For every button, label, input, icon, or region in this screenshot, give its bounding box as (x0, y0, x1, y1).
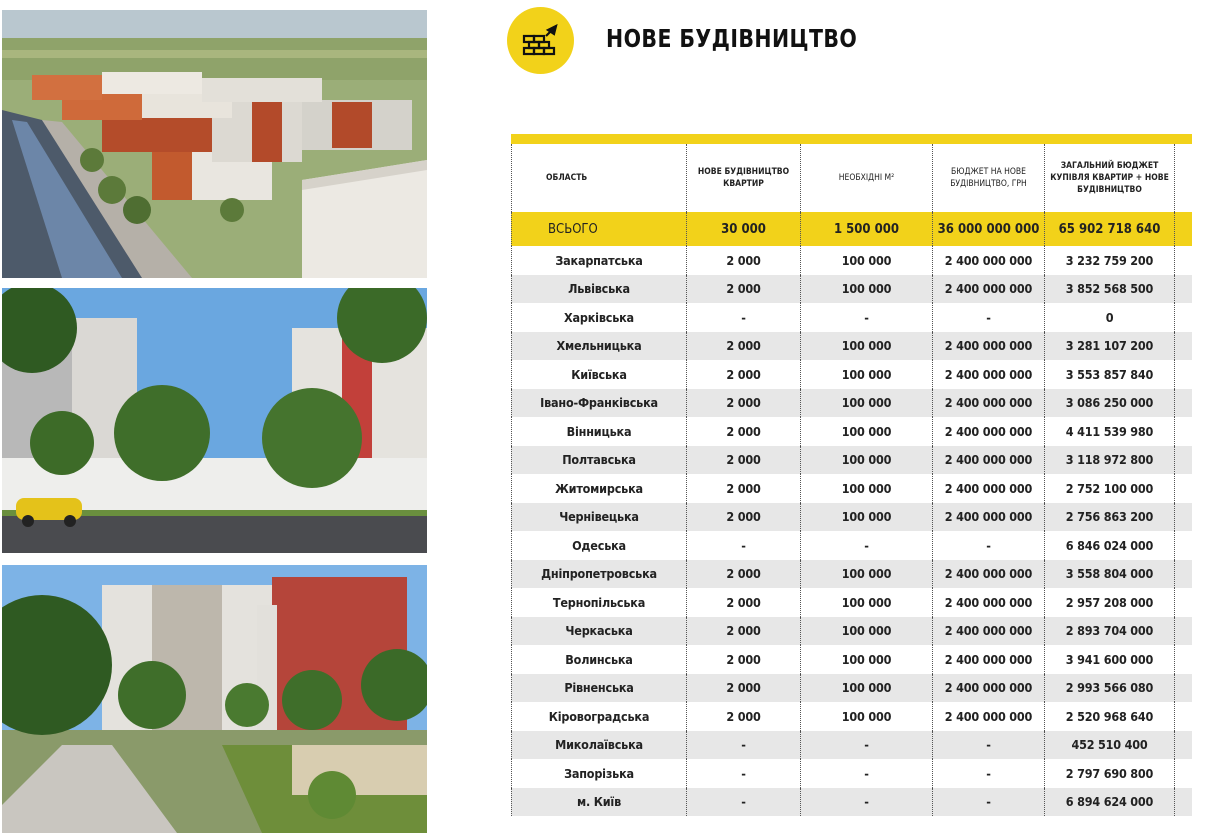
table-row (511, 332, 1192, 361)
table-row (511, 417, 1192, 446)
total-apartments: 30 000 (687, 212, 801, 246)
row-spacer (1175, 645, 1192, 674)
row-spacer (1175, 446, 1192, 475)
table-row (511, 446, 1192, 475)
area-cell: 100 000 (801, 560, 933, 589)
table-row (511, 645, 1192, 674)
header-construction-budget: БЮДЖЕТ НА НОВЕ БУДІВНИЦТВО, ГРН (933, 144, 1045, 212)
area-cell: 100 000 (801, 360, 933, 389)
region-cell: Вінницька (511, 417, 687, 446)
apartments-cell: 2 000 (687, 503, 801, 532)
region-cell: Івано-Франківська (511, 389, 687, 418)
table-row (511, 275, 1192, 304)
total-budget-cell: 2 520 968 640 (1045, 702, 1175, 731)
table-row (511, 360, 1192, 389)
row-spacer (1175, 332, 1192, 361)
construction-budget-cell: 2 400 000 000 (933, 588, 1045, 617)
table-row (511, 246, 1192, 275)
apartments-cell: 2 000 (687, 275, 801, 304)
row-spacer (1175, 389, 1192, 418)
area-cell: 100 000 (801, 503, 933, 532)
apartments-cell: - (687, 759, 801, 788)
apartments-cell: 2 000 (687, 588, 801, 617)
area-cell: 100 000 (801, 702, 933, 731)
row-spacer (1175, 212, 1192, 246)
courtyard-housing-render (2, 565, 427, 833)
header-new-apartments: НОВЕ БУДІВНИЦТВО КВАРТИР (687, 144, 801, 212)
table-row (511, 731, 1192, 760)
area-cell: 100 000 (801, 588, 933, 617)
total-label: ВСЬОГО (511, 212, 687, 246)
area-cell: - (801, 531, 933, 560)
total-budget: 65 902 718 640 (1045, 212, 1175, 246)
table-row (511, 702, 1192, 731)
apartments-cell: - (687, 731, 801, 760)
table-row (511, 674, 1192, 703)
region-cell: Кіровоградська (511, 702, 687, 731)
apartments-cell: 2 000 (687, 474, 801, 503)
region-cell: Волинська (511, 645, 687, 674)
construction-budget-cell: - (933, 531, 1045, 560)
row-spacer (1175, 788, 1192, 817)
area-cell: 100 000 (801, 446, 933, 475)
row-spacer (1175, 759, 1192, 788)
row-spacer (1175, 474, 1192, 503)
area-cell: 100 000 (801, 417, 933, 446)
table-row (511, 588, 1192, 617)
apartments-cell: - (687, 531, 801, 560)
apartments-cell: 2 000 (687, 332, 801, 361)
header-required-area: НЕОБХІДНІ М² (801, 144, 933, 212)
region-cell: Полтавська (511, 446, 687, 475)
total-budget-cell: 2 797 690 800 (1045, 759, 1175, 788)
region-cell: м. Київ (511, 788, 687, 817)
budget-table (511, 144, 1192, 816)
row-spacer (1175, 360, 1192, 389)
header-spacer (1175, 144, 1192, 212)
region-cell: Київська (511, 360, 687, 389)
construction-budget-cell: 2 400 000 000 (933, 674, 1045, 703)
total-budget-cell: 3 232 759 200 (1045, 246, 1175, 275)
region-cell: Миколаївська (511, 731, 687, 760)
area-cell: 100 000 (801, 645, 933, 674)
row-spacer (1175, 531, 1192, 560)
construction-budget-cell: 2 400 000 000 (933, 246, 1045, 275)
row-spacer (1175, 275, 1192, 304)
total-budget-cell: 3 553 857 840 (1045, 360, 1175, 389)
region-cell: Одеська (511, 531, 687, 560)
construction-budget-cell: 2 400 000 000 (933, 560, 1045, 589)
table-row (511, 531, 1192, 560)
apartments-cell: 2 000 (687, 246, 801, 275)
apartments-cell: - (687, 303, 801, 332)
row-spacer (1175, 617, 1192, 646)
construction-budget-cell: 2 400 000 000 (933, 417, 1045, 446)
construction-budget-cell: 2 400 000 000 (933, 446, 1045, 475)
total-budget-cell: 3 558 804 000 (1045, 560, 1175, 589)
construction-budget-cell: - (933, 759, 1045, 788)
construction-budget-cell: 2 400 000 000 (933, 389, 1045, 418)
area-cell: - (801, 759, 933, 788)
region-cell: Черкаська (511, 617, 687, 646)
row-spacer (1175, 417, 1192, 446)
total-budget-cell: 3 281 107 200 (1045, 332, 1175, 361)
aerial-housing-render (2, 10, 427, 278)
construction-budget-cell: 2 400 000 000 (933, 360, 1045, 389)
total-budget-cell: 2 756 863 200 (1045, 503, 1175, 532)
region-cell: Львівська (511, 275, 687, 304)
row-spacer (1175, 503, 1192, 532)
street-housing-render (2, 288, 427, 553)
apartments-cell: 2 000 (687, 417, 801, 446)
brick-wall-trowel-icon (507, 7, 574, 74)
total-budget-cell: 2 893 704 000 (1045, 617, 1175, 646)
apartments-cell: 2 000 (687, 360, 801, 389)
construction-budget-cell: 2 400 000 000 (933, 332, 1045, 361)
total-construction-budget: 36 000 000 000 (933, 212, 1045, 246)
area-cell: 100 000 (801, 617, 933, 646)
total-budget-cell: 3 941 600 000 (1045, 645, 1175, 674)
region-cell: Чернівецька (511, 503, 687, 532)
construction-budget-cell: - (933, 731, 1045, 760)
total-budget-cell: 6 846 024 000 (1045, 531, 1175, 560)
apartments-cell: - (687, 788, 801, 817)
header-region: ОБЛАСТЬ (511, 144, 687, 212)
apartments-cell: 2 000 (687, 446, 801, 475)
area-cell: 100 000 (801, 474, 933, 503)
row-spacer (1175, 560, 1192, 589)
area-cell: 100 000 (801, 332, 933, 361)
region-cell: Харківська (511, 303, 687, 332)
total-budget-cell: 452 510 400 (1045, 731, 1175, 760)
area-cell: - (801, 788, 933, 817)
area-cell: 100 000 (801, 246, 933, 275)
area-cell: 100 000 (801, 389, 933, 418)
total-budget-cell: 2 957 208 000 (1045, 588, 1175, 617)
construction-budget-cell: 2 400 000 000 (933, 617, 1045, 646)
table-row (511, 788, 1192, 817)
construction-budget-cell: 2 400 000 000 (933, 503, 1045, 532)
row-spacer (1175, 674, 1192, 703)
region-cell: Дніпропетровська (511, 560, 687, 589)
construction-budget-cell: 2 400 000 000 (933, 702, 1045, 731)
apartments-cell: 2 000 (687, 389, 801, 418)
header-total-budget: ЗАГАЛЬНИЙ БЮДЖЕТ КУПІВЛЯ КВАРТИР + НОВЕ БУДІВНИЦТВО (1045, 144, 1175, 212)
table-row (511, 560, 1192, 589)
row-spacer (1175, 303, 1192, 332)
total-budget-cell: 3 118 972 800 (1045, 446, 1175, 475)
construction-budget-cell: - (933, 788, 1045, 817)
total-budget-cell: 2 993 566 080 (1045, 674, 1175, 703)
total-budget-cell: 3 852 568 500 (1045, 275, 1175, 304)
region-cell: Тернопільська (511, 588, 687, 617)
construction-budget-cell: 2 400 000 000 (933, 474, 1045, 503)
table-row (511, 759, 1192, 788)
table-row (511, 474, 1192, 503)
table-row (511, 389, 1192, 418)
region-cell: Рівненська (511, 674, 687, 703)
page-title: НОВЕ БУДІВНИЦТВО (606, 24, 858, 53)
region-cell: Закарпатська (511, 246, 687, 275)
apartments-cell: 2 000 (687, 560, 801, 589)
region-cell: Хмельницька (511, 332, 687, 361)
total-budget-cell: 6 894 624 000 (1045, 788, 1175, 817)
row-spacer (1175, 731, 1192, 760)
area-cell: 100 000 (801, 674, 933, 703)
total-budget-cell: 0 (1045, 303, 1175, 332)
region-cell: Запорізька (511, 759, 687, 788)
area-cell: - (801, 303, 933, 332)
apartments-cell: 2 000 (687, 674, 801, 703)
row-spacer (1175, 702, 1192, 731)
area-cell: - (801, 731, 933, 760)
table-row (511, 503, 1192, 532)
apartments-cell: 2 000 (687, 645, 801, 674)
construction-budget-cell: 2 400 000 000 (933, 275, 1045, 304)
table-row-total (511, 212, 1192, 246)
row-spacer (1175, 246, 1192, 275)
apartments-cell: 2 000 (687, 702, 801, 731)
total-area: 1 500 000 (801, 212, 933, 246)
construction-budget-cell: - (933, 303, 1045, 332)
total-budget-cell: 4 411 539 980 (1045, 417, 1175, 446)
total-budget-cell: 3 086 250 000 (1045, 389, 1175, 418)
table-row (511, 303, 1192, 332)
region-cell: Житомирська (511, 474, 687, 503)
row-spacer (1175, 588, 1192, 617)
apartments-cell: 2 000 (687, 617, 801, 646)
table-row (511, 617, 1192, 646)
construction-budget-cell: 2 400 000 000 (933, 645, 1045, 674)
total-budget-cell: 2 752 100 000 (1045, 474, 1175, 503)
table-header-row (511, 144, 1192, 212)
area-cell: 100 000 (801, 275, 933, 304)
table-top-bar (511, 134, 1192, 144)
